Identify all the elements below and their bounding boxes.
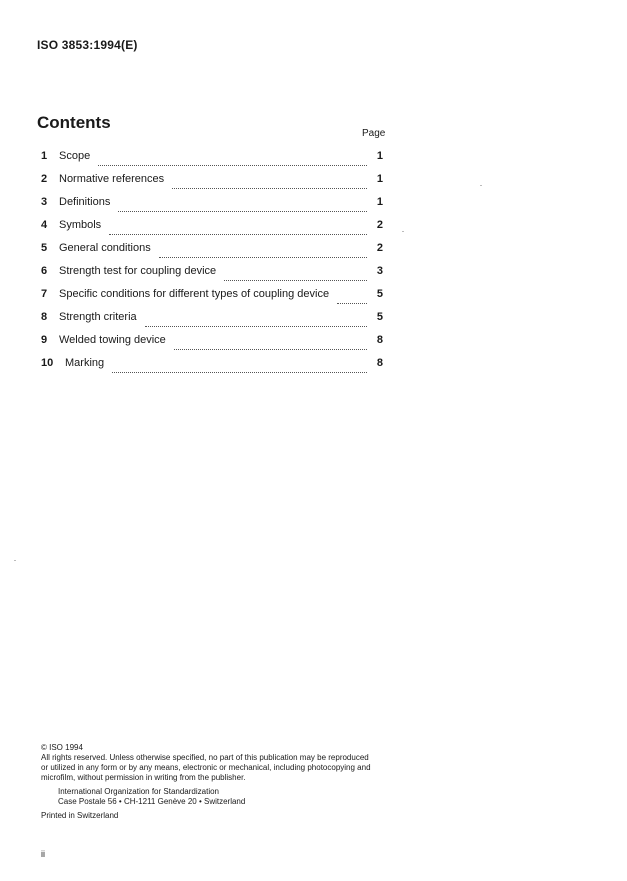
toc-entry-page: 1 [376,150,383,162]
toc-entry-number: 1 [41,150,48,162]
leader-dots [109,233,367,235]
organization-name: International Organization for Standardization [58,787,219,796]
toc-entry-number: 8 [41,311,48,323]
leader-dots [337,302,367,304]
toc-entry-label: Strength criteria [59,311,137,323]
toc-entry[interactable] [41,150,383,173]
copyright-notice [41,743,391,821]
toc-entry[interactable] [41,219,383,242]
toc-entry-page: 5 [376,288,383,300]
toc-entry-page: 2 [376,242,383,254]
page-column-heading: Page [362,128,386,139]
toc-entry[interactable] [41,173,383,196]
toc-entry[interactable] [41,357,383,380]
toc-entry-number: 10 [41,357,54,369]
toc-entry-number: 9 [41,334,48,346]
rights-statement: microfilm, without permission in writing from the publisher. [41,773,246,782]
page-number: ii [41,849,45,859]
toc-entry-label: Symbols [59,219,102,231]
toc-entry[interactable] [41,334,383,357]
toc-entry-label: Specific conditions for different types of coupling device [59,288,330,300]
toc-entry-page: 3 [376,265,383,277]
toc-entry-label: Scope [59,150,91,162]
toc-entry-label: General conditions [59,242,151,254]
contents-title: Contents [37,113,111,132]
toc-entry[interactable] [41,288,383,311]
leader-dots [112,371,367,373]
organization-address: Case Postale 56 • CH-1211 Genève 20 • Switzerland [58,797,246,806]
scan-speck [402,231,404,232]
toc-entry-number: 6 [41,265,48,277]
toc-entry-number: 3 [41,196,48,208]
toc-entry-number: 7 [41,288,48,300]
leader-dots [159,256,367,258]
scan-speck [480,185,482,186]
toc-entry[interactable] [41,196,383,219]
toc-entry-label: Marking [65,357,105,369]
document-id: ISO 3853:1994(E) [37,38,138,52]
leader-dots [172,187,367,189]
toc-entry-page: 1 [376,196,383,208]
leader-dots [118,210,367,212]
table-of-contents [41,150,383,380]
toc-entry-page: 2 [376,219,383,231]
toc-entry-number: 4 [41,219,48,231]
toc-entry-label: Welded towing device [59,334,166,346]
toc-entry[interactable] [41,242,383,265]
rights-statement: or utilized in any form or by any means, electronic or mechanical, including photocopying and [41,763,371,772]
copyright-line: © ISO 1994 [41,743,83,752]
toc-entry-label: Definitions [59,196,111,208]
toc-entry[interactable] [41,265,383,288]
leader-dots [98,164,367,166]
toc-entry-page: 1 [376,173,383,185]
leader-dots [224,279,367,281]
toc-entry[interactable] [41,311,383,334]
toc-entry-page: 8 [376,334,383,346]
toc-entry-label: Strength test for coupling device [59,265,217,277]
toc-entry-number: 5 [41,242,48,254]
toc-entry-page: 5 [376,311,383,323]
printed-in: Printed in Switzerland [41,811,119,820]
scan-speck [14,560,16,561]
leader-dots [145,325,367,327]
toc-entry-page: 8 [376,357,383,369]
toc-entry-number: 2 [41,173,48,185]
toc-entry-label: Normative references [59,173,165,185]
leader-dots [174,348,367,350]
rights-statement: All rights reserved. Unless otherwise specified, no part of this publication may be reproduced [41,753,369,762]
